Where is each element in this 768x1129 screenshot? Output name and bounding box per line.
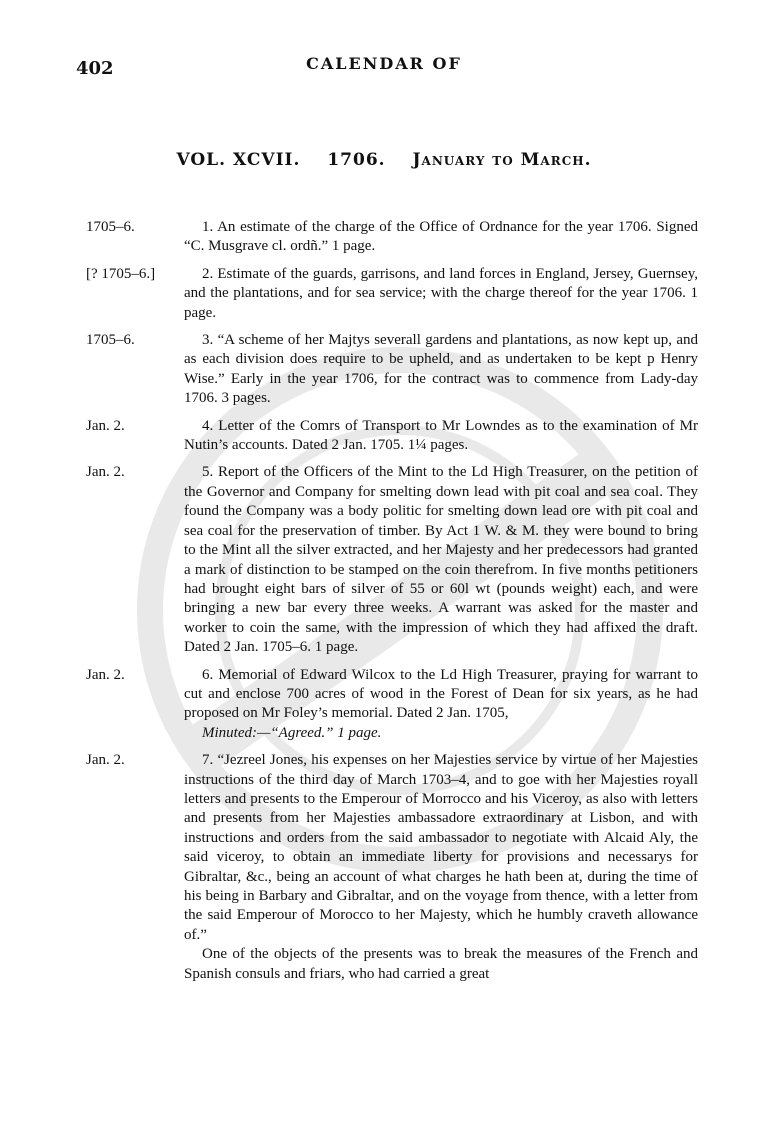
calendar-entry (86, 218, 698, 257)
volume-label: VOL. XCVII. (176, 150, 301, 170)
entry-text: 2. Estimate of the guards, garrisons, and land forces in England, Jersey, Guernsey, and the plantations, and for sea service; with the charge thereof for the year 1706. 1 page. (184, 265, 698, 321)
entry-date: [? 1705–6.] (86, 265, 156, 282)
entry-text: 3. “A scheme of her Majtys severall gardens and plantations, as now kept up, and as each division does require to be upheld, and as undertaken to be kept p Henry Wise.” Early in the year 1706, for the contract was to commence from Lady-day 1706. 3 pages. (184, 332, 698, 407)
entry-text: 1. An estimate of the charge of the Office of Ordnance for the year 1706. Signed “C. Musgrave cl. ordñ.” 1 page. (184, 219, 698, 255)
entry-date: Jan. 2. (86, 752, 125, 769)
calendar-entry (86, 463, 698, 657)
page-number: 402 (76, 58, 114, 79)
entry-date: 1705–6. (86, 332, 135, 349)
running-head: CALENDAR OF (306, 54, 462, 73)
entry-minute (184, 724, 698, 743)
section-heading (0, 150, 768, 170)
entry-date: Jan. 2. (86, 666, 125, 683)
entry-text: 7. “Jezreel Jones, his expenses on her Majesties service by virtue of her Majesties instructions of the third day of March 1703–4, and to goe with her Majesties royall letters and presents to the Emperour of Morrocco and his Viceroy, as also with letters and presents from her Majesties ambassadore extraordinary at Lisbon, and with instructions and orders from the said ambassador to negotiate with Alcaid Aly, the said viceroy, to obtain an immediate liberty for provisions and necessarys for Gibraltar, &c., being an account of what charges he hath been at, during the time of his being in Barbary and Gibraltar, and on the voyage from thence, with a letter from the said Emperour of Morocco to her Majesty, which he humbly craveth allowance of.” (184, 752, 698, 943)
date-range-label: January to March. (412, 150, 592, 170)
entry-date: Jan. 2. (86, 464, 125, 481)
entry-text: 4. Letter of the Comrs of Transport to Mr Lowndes as to the examination of Mr Nutin’s accounts. Dated 2 Jan. 1705. 1¼ pages. (184, 417, 698, 454)
entry-text: 5. Report of the Officers of the Mint to the Ld High Treasurer, on the petition of the Governor and Company for smelting down lead with pit coal and sea coal. They found the Company was a body politic for smelting down lead ore with pit coal and sea coal for the preservation of timber. By Act 1 W. & M. they were bound to bring to the Mint all the silver extracted, and her Majesty and her predecessors had granted a mark of distinction to be stamped on the coin therefrom. In five months petitioners had brought eight bars of silver of 55 or 60l wt (pounds weight) each, and were bringing a new bar every three weeks. A warrant was asked for the master and worker to coin the same, with the impression of which they had affixed the draft. Dated 2 Jan. 1705–6. 1 page. (184, 464, 698, 656)
entry-text: 6. Memorial of Edward Wilcox to the Ld High Treasurer, praying for warrant to cut and enclose 700 acres of wood in the Forest of Dean for six years, as he had proposed on Mr Foley’s memorial. Dated 2 Jan. 1705, (184, 666, 698, 722)
entry-date: Jan. 2. (86, 417, 125, 434)
minute-text: Minuted:—“Agreed.” 1 page. (202, 724, 382, 741)
continuation-paragraph: One of the objects of the presents was to break the measures of the French and Spanish consuls and friars, who had carried a great (184, 946, 698, 982)
calendar-entry (86, 331, 698, 409)
calendar-entry (86, 666, 698, 744)
calendar-entry (86, 265, 698, 323)
calendar-entry (86, 751, 698, 984)
entry-date: 1705–6. (86, 219, 135, 235)
calendar-entries (86, 218, 698, 992)
calendar-entry (86, 417, 698, 456)
year-label: 1706. (327, 150, 386, 170)
